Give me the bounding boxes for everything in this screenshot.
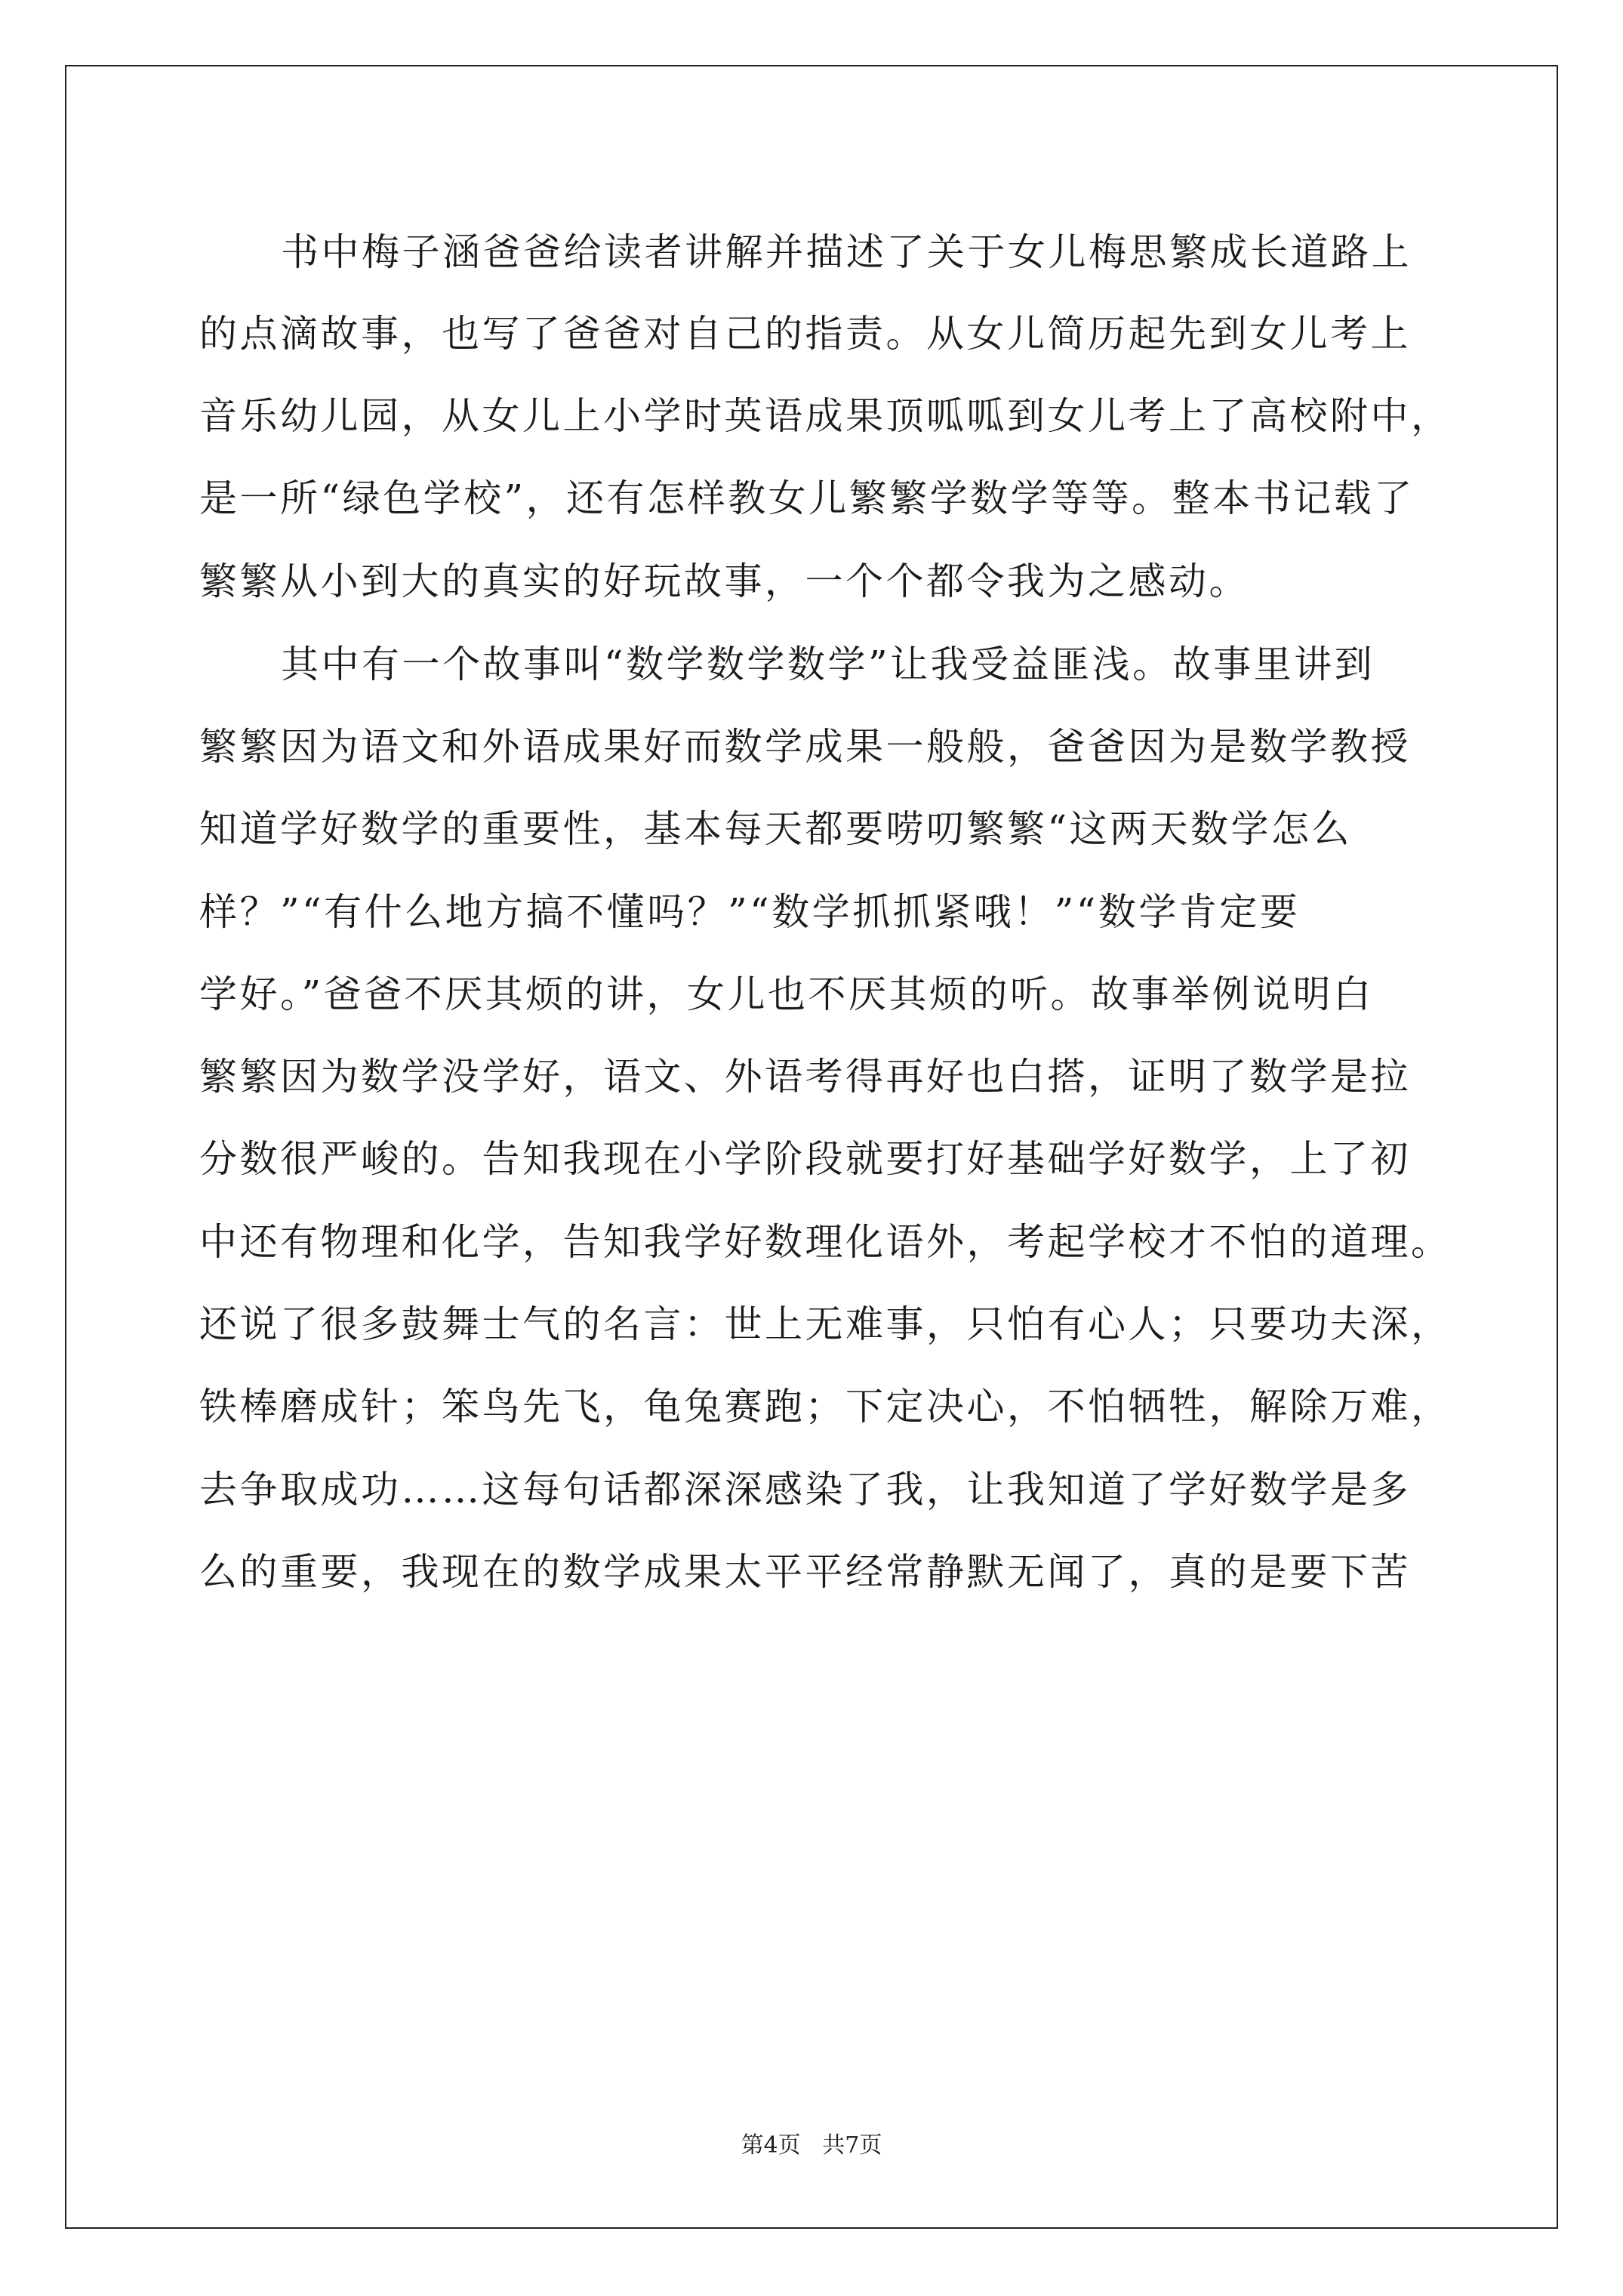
paragraph-2-line-9: 还说了很多鼓舞士气的名言：世上无难事，只怕有心人；只要功夫深，	[199, 1302, 1452, 1346]
page-footer: 第4页 共7页	[741, 2132, 882, 2159]
paragraph-1-line-2: 的点滴故事，也写了爸爸对自己的指责。从女儿简历起先到女儿考上	[199, 312, 1411, 356]
paragraph-2-line-4: 样？”“有什么地方搞不懂吗？”“数学抓抓紧哦！”“数学肯定要	[199, 890, 1301, 934]
paragraph-2-line-7: 分数很严峻的。告知我现在小学阶段就要打好基础学好数学，上了初	[199, 1137, 1411, 1181]
paragraph-2-line-12: 么的重要，我现在的数学成果太平平经常静默无闻了，真的是要下苦	[199, 1550, 1411, 1594]
paragraph-2-line-10: 铁棒磨成针；笨鸟先飞，龟兔赛跑；下定决心，不怕牺牲，解除万难，	[199, 1385, 1452, 1428]
paragraph-2-line-2: 繁繁因为语文和外语成果好而数学成果一般般，爸爸因为是数学教授	[199, 725, 1411, 769]
paragraph-2-line-1: 其中有一个故事叫“数学数学数学”让我受益匪浅。故事里讲到	[281, 643, 1375, 686]
paragraph-1-line-4: 是一所“绿色学校”，还有怎样教女儿繁繁学数学等等。整本书记载了	[199, 476, 1415, 520]
paragraph-2-line-8: 中还有物理和化学，告知我学好数理化语外，考起学校才不怕的道理。	[199, 1220, 1452, 1264]
paragraph-2-line-11: 去争取成功……这每句话都深深感染了我，让我知道了学好数学是多	[199, 1468, 1411, 1512]
paragraph-1-line-1: 书中梅子涵爸爸给读者讲解并描述了关于女儿梅思繁成长道路上	[281, 230, 1412, 274]
paragraph-2-line-5: 学好。”爸爸不厌其烦的讲，女儿也不厌其烦的听。故事举例说明白	[199, 972, 1374, 1016]
paragraph-2-line-6: 繁繁因为数学没学好，语文、外语考得再好也白搭，证明了数学是拉	[199, 1055, 1411, 1099]
paragraph-1-line-5: 繁繁从小到大的真实的好玩故事，一个个都令我为之感动。	[199, 559, 1249, 603]
paragraph-1-line-3: 音乐幼儿园，从女儿上小学时英语成果顶呱呱到女儿考上了高校附中，	[199, 394, 1452, 438]
paragraph-2-line-3: 知道学好数学的重要性，基本每天都要唠叨繁繁“这两天数学怎么	[199, 807, 1353, 851]
